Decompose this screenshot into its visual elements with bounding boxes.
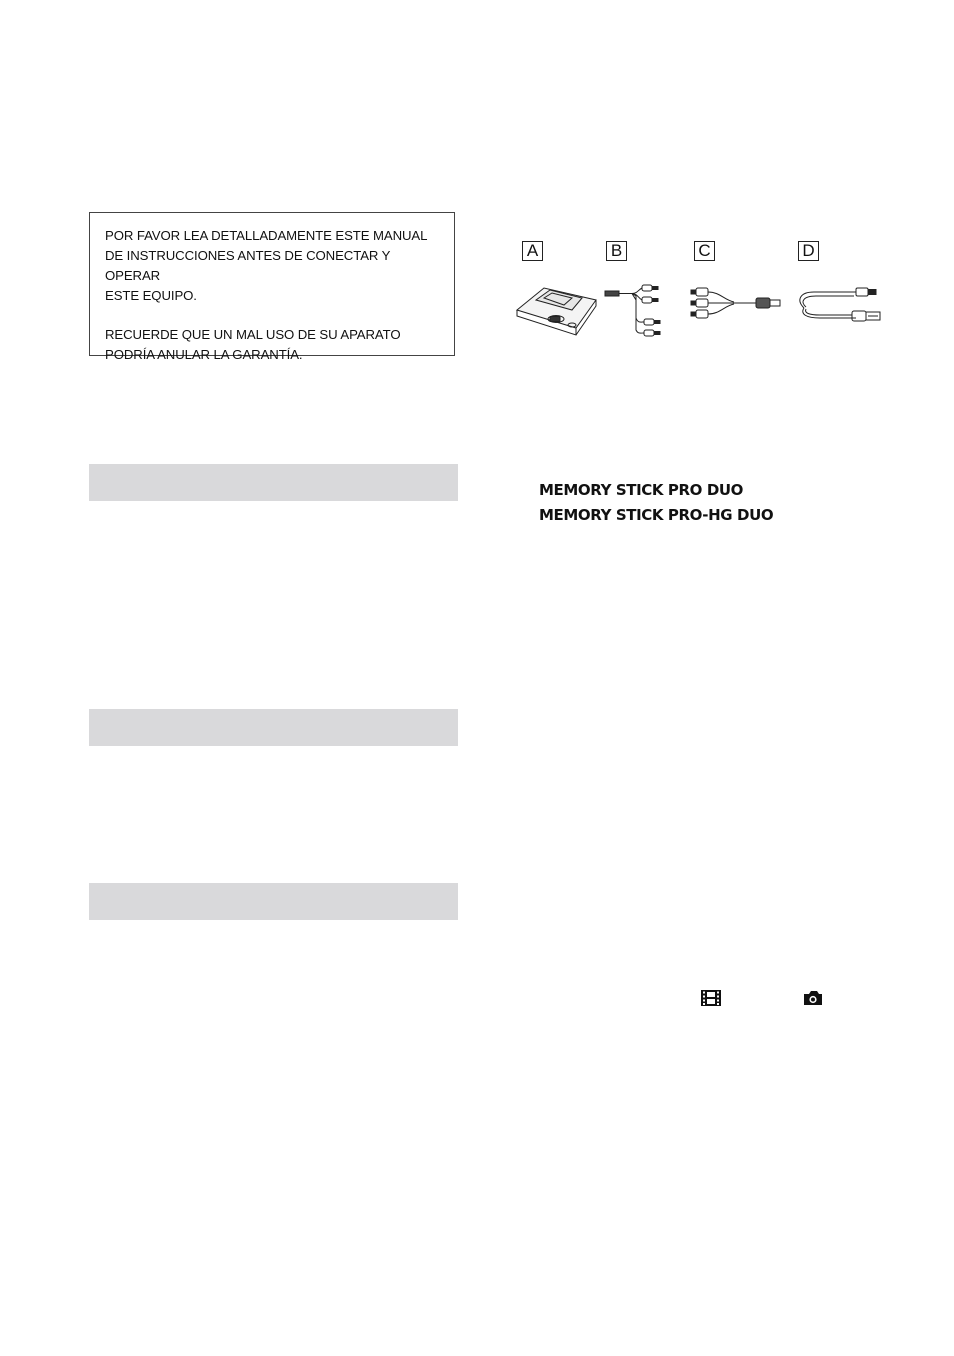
usb-cable-icon [794,278,884,324]
notice-line-3: ESTE EQUIPO. [105,288,197,303]
component-video-cable-icon [604,278,684,338]
memory-stick-pro-duo-logo [539,481,743,499]
notice-line-4: RECUERDE QUE UN MAL USO DE SU APARATO [105,327,401,342]
section-heading-band-3 [89,883,458,920]
movie-film-icon [700,989,722,1007]
av-connecting-cable-icon [690,278,784,328]
section-heading-band-1 [89,464,458,501]
notice-line-2: DE INSTRUCCIONES ANTES DE CONECTAR Y OPERAR [105,248,391,283]
notice-line-1: POR FAVOR LEA DETALLADAMENTE ESTE MANUAL [105,228,428,243]
accessory-label-c: C [694,241,715,261]
accessory-label-a: A [522,241,543,261]
notice-line-5: PODRÍA ANULAR LA GARANTÍA. [105,347,303,362]
memory-stick-pro-duo-text: MEMORY STICK PRO DUO [539,481,744,499]
memory-stick-pro-hg-duo-text: MEMORY STICK PRO-HG DUO [539,506,774,524]
memory-stick-pro-hg-duo-logo [539,506,773,524]
warranty-notice-box [89,212,455,362]
handycam-station-icon [514,278,600,340]
notice-paragraph-1 [105,226,440,306]
accessory-label-d: D [798,241,819,261]
accessory-label-b: B [606,241,627,261]
photo-camera-icon [802,989,824,1007]
section-heading-band-2 [89,709,458,746]
notice-paragraph-2 [105,325,440,365]
